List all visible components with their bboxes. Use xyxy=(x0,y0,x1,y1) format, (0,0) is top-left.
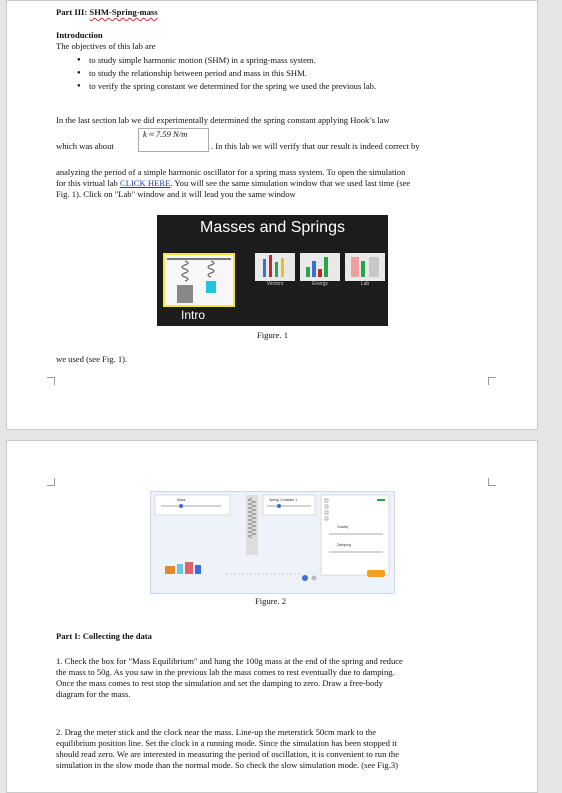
equation-box[interactable] xyxy=(138,128,209,152)
paragraph-2-line-3: Fig. 1). Click on "Lab" window and it will lead you the same window xyxy=(56,189,296,199)
part-i-heading: Part I: Collecting the data xyxy=(56,631,152,641)
document-page-2 xyxy=(6,440,538,793)
lab-label: Lab xyxy=(360,281,370,287)
margin-corner-mark xyxy=(47,377,55,385)
figure-1-caption: Figure. 1 xyxy=(257,330,289,340)
paragraph-2-line-2 xyxy=(56,178,410,189)
step-button-icon[interactable] xyxy=(312,576,317,581)
heading-title: SHM-Spring-mass xyxy=(89,7,158,17)
we-used-text: we used (see Fig. 1). xyxy=(56,354,128,364)
step-2-line: simulation in the slow mode than the normal mode. So check the slow simulation mode. (see Fig.3) xyxy=(56,760,399,770)
paragraph-2-line-1: analyzing the period of a simple harmonic oscillator for a spring mass system. To open the simulation xyxy=(56,167,406,177)
play-button-icon[interactable] xyxy=(302,575,308,581)
step-2-line: should read zero. We are interested in measuring the period of oscillation, it is convenient to run the xyxy=(56,749,400,759)
spring-mass-icon xyxy=(165,255,233,305)
vectors-screen-button[interactable] xyxy=(255,253,295,281)
step-1-line: Once the mass comes to rest stop the simulation and set the damping to zero. Draw a free-body xyxy=(56,678,383,688)
introduction-heading: Introduction xyxy=(56,30,103,40)
energy-icon xyxy=(300,253,340,281)
figure-2-caption: Figure. 2 xyxy=(255,596,287,606)
objectives-list xyxy=(77,54,376,93)
list-item: ● to verify the spring constant we determined for the spring we used the previous lab. xyxy=(77,80,376,93)
mass-slider-thumb[interactable] xyxy=(179,504,183,508)
gravity-label: Gravity xyxy=(337,525,349,529)
vectors-label: Vectors xyxy=(266,281,284,287)
spring-constant-label: Spring Constant 1 xyxy=(269,498,298,502)
lab-screen-button[interactable] xyxy=(345,253,385,281)
part-iii-heading xyxy=(56,7,158,18)
intro-label: Intro xyxy=(181,308,206,322)
step-2-line: equilibrium position line. Set the clock in a running mode. Since the simulation has been stopped it xyxy=(56,738,397,748)
vectors-icon xyxy=(255,253,295,281)
objectives-lead: The objectives of this lab are xyxy=(56,41,156,51)
reset-button[interactable] xyxy=(367,570,385,577)
click-here-link[interactable]: CLICK HERE xyxy=(119,178,171,188)
list-item: ● to study the relationship between period and mass in this SHM. xyxy=(77,67,376,80)
damping-label: Damping xyxy=(337,543,352,547)
intro-screen-button[interactable] xyxy=(163,253,235,307)
step-1-line: 1. Check the box for "Mass Equilibrium" and hang the 100g mass at the end of the spring and reduce xyxy=(56,656,403,666)
step-1-line: the mass to 50g. As you saw in the previous lab the mass comes to rest eventually due to damping. xyxy=(56,667,395,677)
mass-slider-label: Mass xyxy=(177,498,186,502)
paragraph-1-line-2: . In this lab we will verify that our result is indeed correct by xyxy=(211,141,420,151)
paragraph-1-line-1: In the last section lab we did experimentally determined the spring constant applying Hook’s law xyxy=(56,115,390,125)
lab-simulation-drawing xyxy=(151,492,395,594)
heading-prefix: Part III: xyxy=(56,7,90,17)
energy-screen-button[interactable] xyxy=(300,253,340,281)
step-2-line: 2. Drag the meter stick and the clock near the mass. Line-up the meterstick 50cm mark to the xyxy=(56,727,377,737)
margin-corner-mark xyxy=(488,377,496,385)
energy-label: Energy xyxy=(312,281,328,287)
list-item: ● to study simple harmonic motion (SHM) in a spring-mass system. xyxy=(77,54,376,67)
margin-corner-mark xyxy=(488,478,496,486)
which-was-about: which was about xyxy=(56,141,114,151)
document-page-1 xyxy=(6,0,538,430)
margin-corner-mark xyxy=(47,478,55,486)
lab-icon xyxy=(345,253,385,281)
spring-constant-equation: k ≈ 7.59 N/m xyxy=(143,129,188,139)
figure-1-title: Masses and Springs xyxy=(200,219,345,236)
figure-1-simulation-home xyxy=(157,215,388,326)
step-1-line: diagram for the mass. xyxy=(56,689,131,699)
para2-text-post: . You will see the same simulation window that we used last time (see xyxy=(170,178,411,188)
figure-2-lab-screen xyxy=(150,491,395,594)
para2-text-pre: for this virtual lab xyxy=(56,178,120,188)
